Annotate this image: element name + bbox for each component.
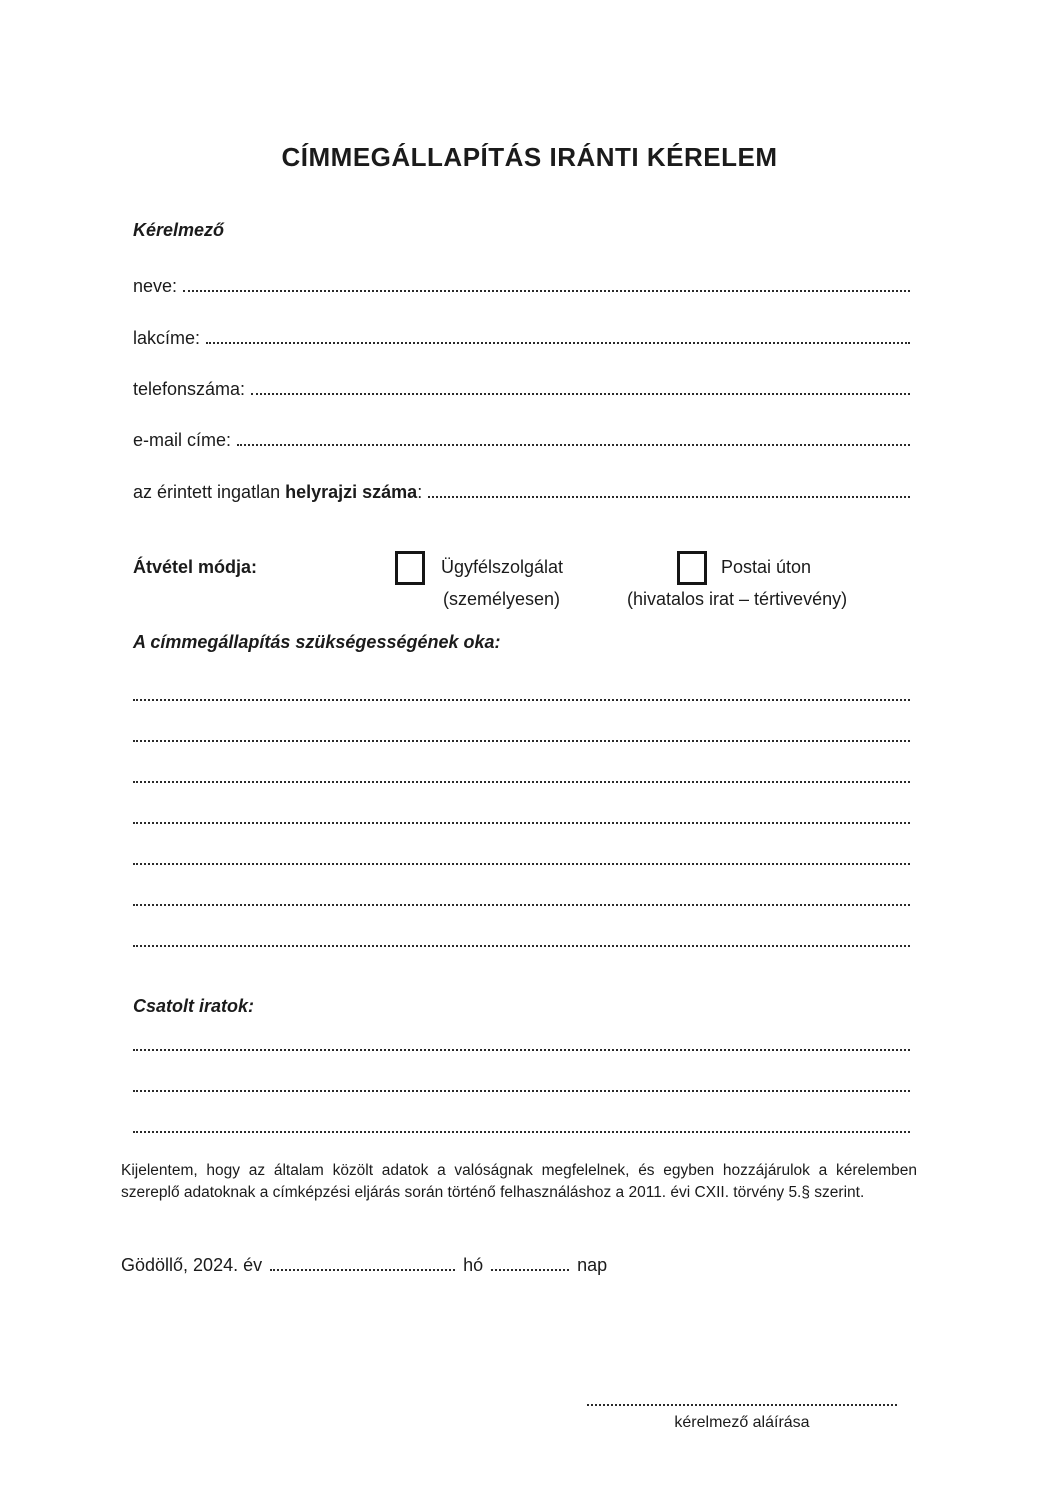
parcel-number-label: az érintett ingatlan helyrajzi száma:: [133, 482, 423, 502]
signature-label: kérelmező aláírása: [674, 1414, 810, 1431]
name-input-line[interactable]: [183, 276, 910, 292]
parcel-number-input-line[interactable]: [428, 482, 910, 498]
date-row: [121, 1255, 607, 1276]
declaration-text: Kijelentem, hogy az általam közölt adatok a valóságnak megfelelnek, és egyben hozzájárulok a kérelemben szereplő adatoknak a címképzési eljárás során történő felhasználáshoz a 2011. évi CXII. törvény 5.§ szerint.: [121, 1162, 917, 1201]
delivery-method-section: [133, 549, 910, 619]
postal-sublabel: (hivatalos irat – tértivevény): [627, 589, 848, 609]
day-input-line[interactable]: [491, 1255, 569, 1271]
name-label: neve:: [133, 276, 178, 296]
field-row-parcel-number: [133, 482, 910, 503]
date-place-year: Gödöllő, 2024. év: [121, 1255, 263, 1275]
email-input-line[interactable]: [237, 430, 910, 446]
postal-label: Postai úton: [721, 557, 812, 577]
field-row-address: [133, 328, 910, 349]
attachment-input-line[interactable]: [133, 1051, 910, 1092]
attachment-input-line[interactable]: [133, 1092, 910, 1133]
address-label: lakcíme:: [133, 328, 201, 348]
customer-service-checkbox[interactable]: [395, 551, 425, 585]
reason-input-line[interactable]: [133, 660, 910, 701]
reason-heading: A címmegállapítás szükségességének oka:: [133, 632, 501, 652]
month-label: hó: [463, 1255, 484, 1275]
day-label: nap: [577, 1255, 608, 1275]
postal-checkbox[interactable]: [677, 551, 707, 585]
phone-input-line[interactable]: [251, 379, 910, 395]
field-row-name: [133, 276, 910, 297]
reason-input-line[interactable]: [133, 906, 910, 947]
customer-service-label: Ügyfélszolgálat: [441, 557, 564, 577]
reason-input-line[interactable]: [133, 824, 910, 865]
attachments-heading: Csatolt iratok:: [133, 996, 255, 1016]
reason-input-line[interactable]: [133, 865, 910, 906]
delivery-method-label: Átvétel módja:: [133, 557, 258, 577]
address-input-line[interactable]: [206, 328, 910, 344]
phone-label: telefonszáma:: [133, 379, 246, 399]
reason-lines-block: [133, 660, 910, 947]
applicant-heading: Kérelmező: [133, 220, 225, 240]
email-label: e-mail címe:: [133, 430, 232, 450]
customer-service-sublabel: (személyesen): [443, 589, 561, 609]
reason-input-line[interactable]: [133, 783, 910, 824]
page-title: CÍMMEGÁLLAPÍTÁS IRÁNTI KÉRELEM: [281, 142, 778, 172]
field-row-email: [133, 430, 910, 451]
attachments-lines-block: [133, 1010, 910, 1133]
signature-input-line[interactable]: [587, 1394, 897, 1406]
signature-block: [587, 1394, 897, 1432]
field-row-phone: [133, 379, 910, 400]
month-input-line[interactable]: [270, 1255, 455, 1271]
reason-input-line[interactable]: [133, 742, 910, 783]
attachment-input-line[interactable]: [133, 1010, 910, 1051]
reason-input-line[interactable]: [133, 701, 910, 742]
